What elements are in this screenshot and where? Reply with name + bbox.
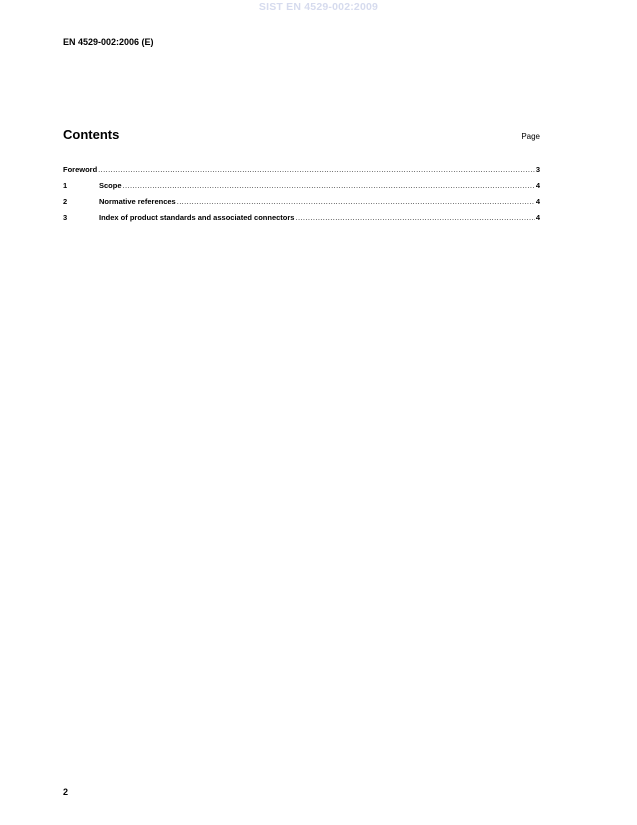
toc-entry-title: Scope	[99, 181, 122, 190]
toc-entry-number: 2	[63, 197, 68, 206]
toc-dot-leader	[177, 197, 535, 206]
toc-entry-title: Foreword	[63, 165, 98, 174]
toc-entry-page: 4	[535, 213, 540, 222]
page-column-label: Page	[521, 132, 540, 141]
table-of-contents	[63, 165, 540, 229]
toc-entry-page: 4	[535, 181, 540, 190]
page-number: 2	[63, 787, 69, 797]
toc-dot-leader	[123, 181, 535, 190]
watermark: SIST EN 4529-002:2009	[258, 1, 379, 13]
toc-entry-number: 3	[63, 213, 68, 222]
toc-entry-title: Normative references	[99, 197, 176, 206]
contents-title: Contents	[63, 127, 120, 142]
toc-dot-leader	[98, 165, 535, 174]
toc-entry-page: 4	[535, 197, 540, 206]
document-id-header: EN 4529-002:2006 (E)	[63, 37, 154, 47]
toc-entry-normative-references[interactable]	[63, 197, 540, 213]
toc-entry-number: 1	[63, 181, 68, 190]
toc-entry-title: Index of product standards and associated connectors	[99, 213, 295, 222]
toc-entry-foreword[interactable]	[63, 165, 540, 181]
toc-entry-page: 3	[535, 165, 540, 174]
toc-entry-index-of-product-standards[interactable]	[63, 213, 540, 229]
toc-dot-leader	[295, 213, 534, 222]
toc-entry-scope[interactable]	[63, 181, 540, 197]
